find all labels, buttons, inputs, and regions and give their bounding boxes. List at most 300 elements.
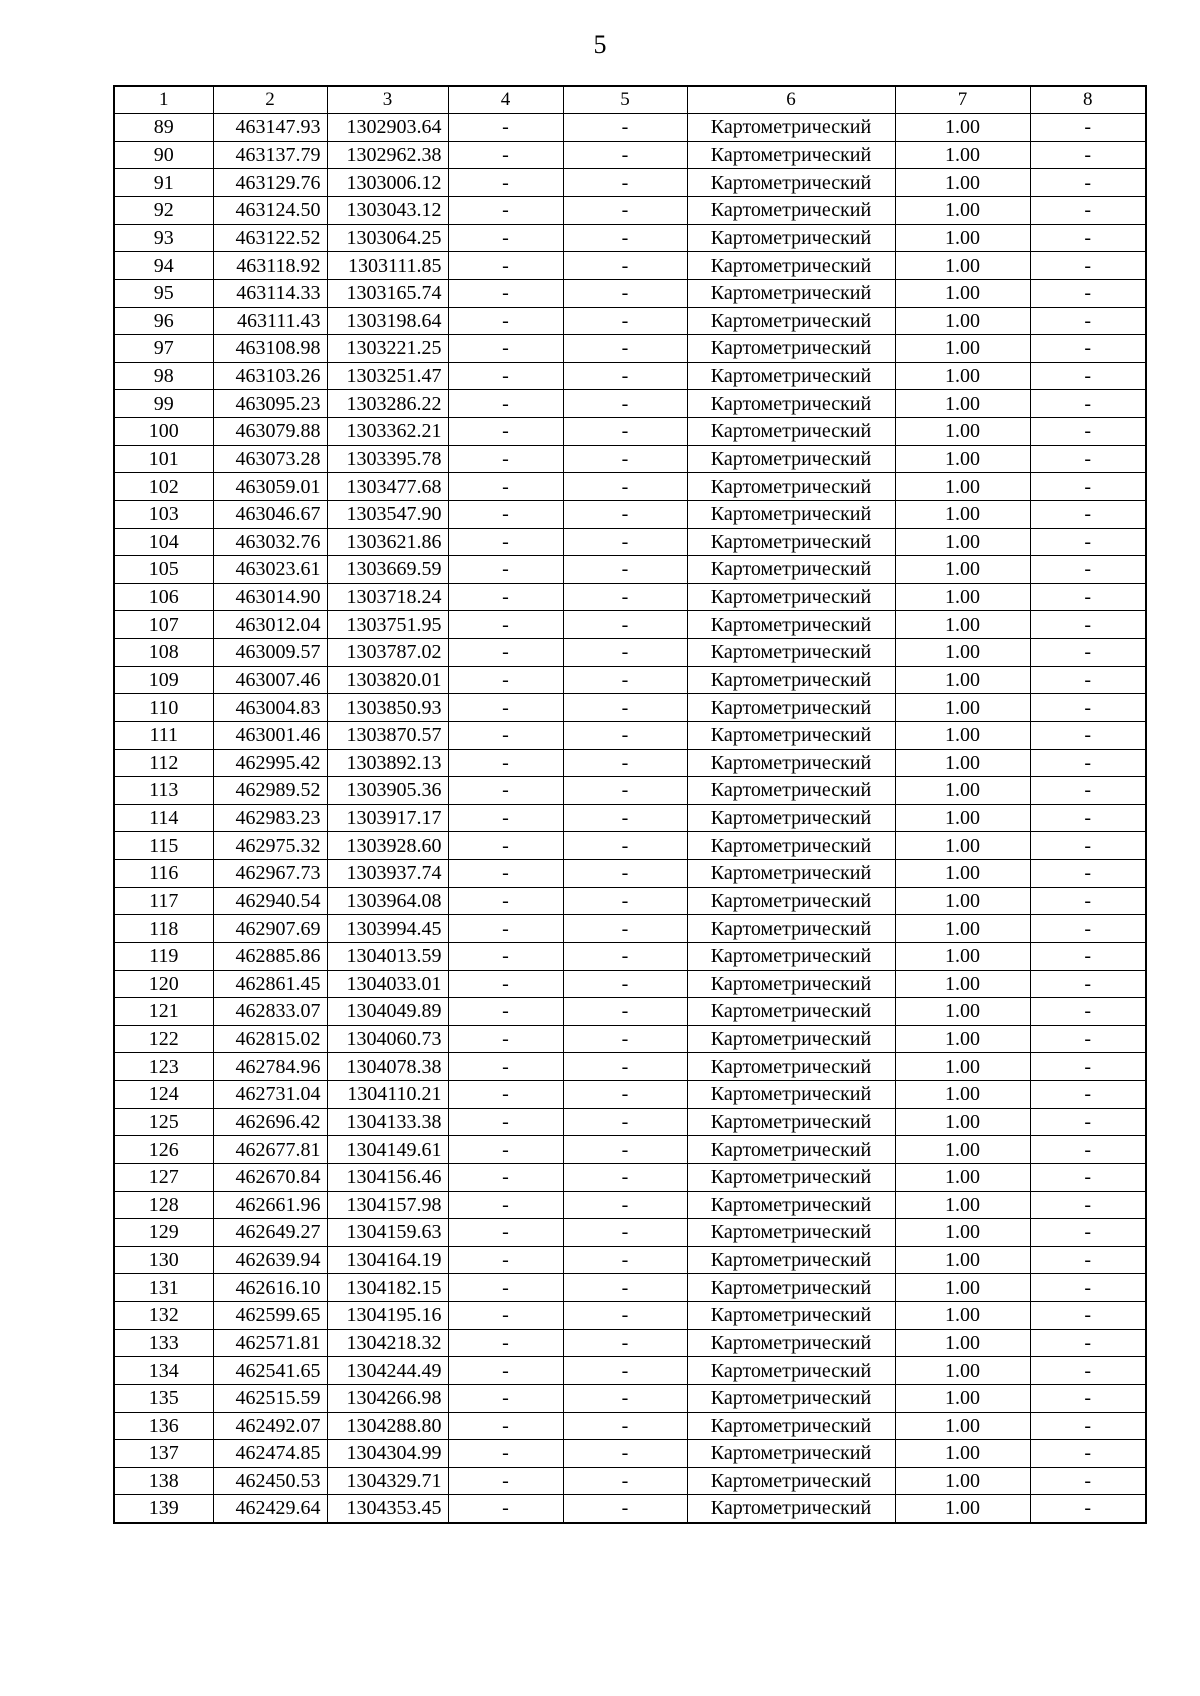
y-coordinate-cell: 1303043.12 (327, 197, 448, 225)
y-coordinate-cell: 1302903.64 (327, 114, 448, 142)
x-coordinate-cell: 463114.33 (213, 279, 327, 307)
method-cell: Картометрический (687, 1163, 895, 1191)
y-coordinate-cell: 1304353.45 (327, 1495, 448, 1523)
table-row (114, 1412, 1146, 1440)
method-cell: Картометрический (687, 887, 895, 915)
point-number-cell: 135 (114, 1384, 213, 1412)
y-coordinate-cell: 1304182.15 (327, 1274, 448, 1302)
column-8-cell: - (1030, 1163, 1146, 1191)
table-row (114, 1108, 1146, 1136)
y-coordinate-cell: 1304013.59 (327, 942, 448, 970)
table-row (114, 1136, 1146, 1164)
column-4-cell: - (448, 721, 563, 749)
table-row (114, 307, 1146, 335)
y-coordinate-cell: 1303669.59 (327, 556, 448, 584)
point-number-cell: 90 (114, 141, 213, 169)
column-4-cell: - (448, 1495, 563, 1523)
x-coordinate-cell: 462670.84 (213, 1163, 327, 1191)
x-coordinate-cell: 463059.01 (213, 473, 327, 501)
column-4-cell: - (448, 1440, 563, 1468)
method-cell: Картометрический (687, 915, 895, 943)
column-4-cell: - (448, 1136, 563, 1164)
column-4-cell: - (448, 1246, 563, 1274)
x-coordinate-cell: 463014.90 (213, 583, 327, 611)
column-8-cell: - (1030, 777, 1146, 805)
x-coordinate-cell: 462975.32 (213, 832, 327, 860)
accuracy-cell: 1.00 (895, 1329, 1030, 1357)
point-number-cell: 118 (114, 915, 213, 943)
method-cell: Картометрический (687, 942, 895, 970)
column-5-cell: - (563, 1467, 687, 1495)
x-coordinate-cell: 462515.59 (213, 1384, 327, 1412)
column-4-cell: - (448, 279, 563, 307)
x-coordinate-cell: 462989.52 (213, 777, 327, 805)
column-5-cell: - (563, 1412, 687, 1440)
column-5-cell: - (563, 970, 687, 998)
y-coordinate-cell: 1304244.49 (327, 1357, 448, 1385)
column-header-6: 6 (687, 86, 895, 114)
column-5-cell: - (563, 583, 687, 611)
method-cell: Картометрический (687, 611, 895, 639)
accuracy-cell: 1.00 (895, 335, 1030, 363)
column-4-cell: - (448, 777, 563, 805)
table-row (114, 749, 1146, 777)
column-4-cell: - (448, 1163, 563, 1191)
point-number-cell: 139 (114, 1495, 213, 1523)
point-number-cell: 122 (114, 1025, 213, 1053)
accuracy-cell: 1.00 (895, 556, 1030, 584)
x-coordinate-cell: 462967.73 (213, 860, 327, 888)
column-5-cell: - (563, 1274, 687, 1302)
table-row (114, 418, 1146, 446)
column-4-cell: - (448, 694, 563, 722)
table-row (114, 694, 1146, 722)
column-4-cell: - (448, 500, 563, 528)
accuracy-cell: 1.00 (895, 1025, 1030, 1053)
table-row (114, 1357, 1146, 1385)
table-row (114, 252, 1146, 280)
accuracy-cell: 1.00 (895, 1219, 1030, 1247)
column-5-cell: - (563, 307, 687, 335)
point-number-cell: 104 (114, 528, 213, 556)
method-cell: Картометрический (687, 998, 895, 1026)
accuracy-cell: 1.00 (895, 915, 1030, 943)
method-cell: Картометрический (687, 694, 895, 722)
accuracy-cell: 1.00 (895, 694, 1030, 722)
accuracy-cell: 1.00 (895, 942, 1030, 970)
method-cell: Картометрический (687, 307, 895, 335)
x-coordinate-cell: 462639.94 (213, 1246, 327, 1274)
table-row (114, 362, 1146, 390)
x-coordinate-cell: 463129.76 (213, 169, 327, 197)
table-row (114, 556, 1146, 584)
y-coordinate-cell: 1303198.64 (327, 307, 448, 335)
point-number-cell: 114 (114, 804, 213, 832)
x-coordinate-cell: 462833.07 (213, 998, 327, 1026)
method-cell: Картометрический (687, 335, 895, 363)
accuracy-cell: 1.00 (895, 721, 1030, 749)
column-8-cell: - (1030, 500, 1146, 528)
table-row (114, 114, 1146, 142)
column-8-cell: - (1030, 224, 1146, 252)
y-coordinate-cell: 1303905.36 (327, 777, 448, 805)
point-number-cell: 132 (114, 1302, 213, 1330)
method-cell: Картометрический (687, 445, 895, 473)
accuracy-cell: 1.00 (895, 390, 1030, 418)
accuracy-cell: 1.00 (895, 1467, 1030, 1495)
table-row (114, 1191, 1146, 1219)
method-cell: Картометрический (687, 639, 895, 667)
column-5-cell: - (563, 500, 687, 528)
y-coordinate-cell: 1304266.98 (327, 1384, 448, 1412)
column-4-cell: - (448, 749, 563, 777)
column-5-cell: - (563, 362, 687, 390)
column-4-cell: - (448, 114, 563, 142)
method-cell: Картометрический (687, 1274, 895, 1302)
y-coordinate-cell: 1303362.21 (327, 418, 448, 446)
x-coordinate-cell: 463137.79 (213, 141, 327, 169)
point-number-cell: 124 (114, 1081, 213, 1109)
column-4-cell: - (448, 1467, 563, 1495)
method-cell: Картометрический (687, 224, 895, 252)
accuracy-cell: 1.00 (895, 611, 1030, 639)
column-8-cell: - (1030, 639, 1146, 667)
y-coordinate-cell: 1303718.24 (327, 583, 448, 611)
point-number-cell: 117 (114, 887, 213, 915)
y-coordinate-cell: 1304110.21 (327, 1081, 448, 1109)
accuracy-cell: 1.00 (895, 1053, 1030, 1081)
column-4-cell: - (448, 1329, 563, 1357)
x-coordinate-cell: 463124.50 (213, 197, 327, 225)
method-cell: Картометрический (687, 1302, 895, 1330)
x-coordinate-cell: 463009.57 (213, 639, 327, 667)
table-row (114, 1302, 1146, 1330)
table-row (114, 141, 1146, 169)
method-cell: Картометрический (687, 1108, 895, 1136)
y-coordinate-cell: 1302962.38 (327, 141, 448, 169)
column-5-cell: - (563, 998, 687, 1026)
accuracy-cell: 1.00 (895, 500, 1030, 528)
column-8-cell: - (1030, 1302, 1146, 1330)
column-4-cell: - (448, 1384, 563, 1412)
point-number-cell: 128 (114, 1191, 213, 1219)
x-coordinate-cell: 462784.96 (213, 1053, 327, 1081)
column-5-cell: - (563, 721, 687, 749)
x-coordinate-cell: 462429.64 (213, 1495, 327, 1523)
point-number-cell: 112 (114, 749, 213, 777)
column-4-cell: - (448, 1053, 563, 1081)
column-8-cell: - (1030, 556, 1146, 584)
accuracy-cell: 1.00 (895, 1274, 1030, 1302)
column-5-cell: - (563, 390, 687, 418)
column-4-cell: - (448, 1108, 563, 1136)
table-row (114, 970, 1146, 998)
point-number-cell: 105 (114, 556, 213, 584)
y-coordinate-cell: 1303870.57 (327, 721, 448, 749)
accuracy-cell: 1.00 (895, 1108, 1030, 1136)
column-header-2: 2 (213, 86, 327, 114)
accuracy-cell: 1.00 (895, 1357, 1030, 1385)
column-8-cell: - (1030, 832, 1146, 860)
column-8-cell: - (1030, 1495, 1146, 1523)
column-5-cell: - (563, 749, 687, 777)
x-coordinate-cell: 463032.76 (213, 528, 327, 556)
x-coordinate-cell: 462450.53 (213, 1467, 327, 1495)
accuracy-cell: 1.00 (895, 418, 1030, 446)
column-8-cell: - (1030, 860, 1146, 888)
table-row (114, 1274, 1146, 1302)
method-cell: Картометрический (687, 390, 895, 418)
column-5-cell: - (563, 1246, 687, 1274)
column-4-cell: - (448, 860, 563, 888)
x-coordinate-cell: 463147.93 (213, 114, 327, 142)
y-coordinate-cell: 1303787.02 (327, 639, 448, 667)
point-number-cell: 131 (114, 1274, 213, 1302)
table-row (114, 915, 1146, 943)
table-row (114, 1467, 1146, 1495)
point-number-cell: 111 (114, 721, 213, 749)
method-cell: Картометрический (687, 473, 895, 501)
method-cell: Картометрический (687, 666, 895, 694)
method-cell: Картометрический (687, 1329, 895, 1357)
accuracy-cell: 1.00 (895, 1384, 1030, 1412)
column-8-cell: - (1030, 666, 1146, 694)
method-cell: Картометрический (687, 1384, 895, 1412)
column-8-cell: - (1030, 169, 1146, 197)
table-body (114, 86, 1146, 1523)
point-number-cell: 137 (114, 1440, 213, 1468)
x-coordinate-cell: 463118.92 (213, 252, 327, 280)
column-5-cell: - (563, 169, 687, 197)
point-number-cell: 115 (114, 832, 213, 860)
point-number-cell: 119 (114, 942, 213, 970)
y-coordinate-cell: 1304033.01 (327, 970, 448, 998)
table-row (114, 583, 1146, 611)
y-coordinate-cell: 1303994.45 (327, 915, 448, 943)
column-8-cell: - (1030, 915, 1146, 943)
column-8-cell: - (1030, 1025, 1146, 1053)
accuracy-cell: 1.00 (895, 749, 1030, 777)
x-coordinate-cell: 462661.96 (213, 1191, 327, 1219)
x-coordinate-cell: 462649.27 (213, 1219, 327, 1247)
accuracy-cell: 1.00 (895, 666, 1030, 694)
column-5-cell: - (563, 418, 687, 446)
y-coordinate-cell: 1304159.63 (327, 1219, 448, 1247)
column-4-cell: - (448, 1081, 563, 1109)
column-4-cell: - (448, 1412, 563, 1440)
table-row (114, 804, 1146, 832)
x-coordinate-cell: 462815.02 (213, 1025, 327, 1053)
column-8-cell: - (1030, 804, 1146, 832)
method-cell: Картометрический (687, 1081, 895, 1109)
x-coordinate-cell: 463046.67 (213, 500, 327, 528)
coordinates-table (113, 85, 1147, 1524)
table-row (114, 639, 1146, 667)
column-8-cell: - (1030, 611, 1146, 639)
method-cell: Картометрический (687, 141, 895, 169)
method-cell: Картометрический (687, 583, 895, 611)
column-4-cell: - (448, 418, 563, 446)
x-coordinate-cell: 462940.54 (213, 887, 327, 915)
column-header-8: 8 (1030, 86, 1146, 114)
column-8-cell: - (1030, 583, 1146, 611)
x-coordinate-cell: 462696.42 (213, 1108, 327, 1136)
point-number-cell: 110 (114, 694, 213, 722)
column-4-cell: - (448, 224, 563, 252)
accuracy-cell: 1.00 (895, 362, 1030, 390)
point-number-cell: 116 (114, 860, 213, 888)
method-cell: Картометрический (687, 528, 895, 556)
table-row (114, 390, 1146, 418)
method-cell: Картометрический (687, 1246, 895, 1274)
y-coordinate-cell: 1303850.93 (327, 694, 448, 722)
table-row (114, 777, 1146, 805)
column-4-cell: - (448, 141, 563, 169)
accuracy-cell: 1.00 (895, 528, 1030, 556)
column-4-cell: - (448, 169, 563, 197)
table-row (114, 1081, 1146, 1109)
method-cell: Картометрический (687, 169, 895, 197)
accuracy-cell: 1.00 (895, 804, 1030, 832)
method-cell: Картометрический (687, 777, 895, 805)
table-row (114, 528, 1146, 556)
accuracy-cell: 1.00 (895, 169, 1030, 197)
column-5-cell: - (563, 1219, 687, 1247)
y-coordinate-cell: 1303820.01 (327, 666, 448, 694)
accuracy-cell: 1.00 (895, 1191, 1030, 1219)
x-coordinate-cell: 463095.23 (213, 390, 327, 418)
y-coordinate-cell: 1303917.17 (327, 804, 448, 832)
column-8-cell: - (1030, 279, 1146, 307)
point-number-cell: 101 (114, 445, 213, 473)
accuracy-cell: 1.00 (895, 141, 1030, 169)
point-number-cell: 133 (114, 1329, 213, 1357)
point-number-cell: 121 (114, 998, 213, 1026)
accuracy-cell: 1.00 (895, 1163, 1030, 1191)
point-number-cell: 91 (114, 169, 213, 197)
column-4-cell: - (448, 528, 563, 556)
accuracy-cell: 1.00 (895, 1081, 1030, 1109)
point-number-cell: 129 (114, 1219, 213, 1247)
accuracy-cell: 1.00 (895, 998, 1030, 1026)
x-coordinate-cell: 462492.07 (213, 1412, 327, 1440)
x-coordinate-cell: 463103.26 (213, 362, 327, 390)
accuracy-cell: 1.00 (895, 1440, 1030, 1468)
x-coordinate-cell: 462885.86 (213, 942, 327, 970)
column-header-5: 5 (563, 86, 687, 114)
x-coordinate-cell: 462677.81 (213, 1136, 327, 1164)
column-5-cell: - (563, 1163, 687, 1191)
method-cell: Картометрический (687, 832, 895, 860)
table-row (114, 473, 1146, 501)
column-5-cell: - (563, 639, 687, 667)
table-row (114, 1440, 1146, 1468)
column-8-cell: - (1030, 1246, 1146, 1274)
y-coordinate-cell: 1304218.32 (327, 1329, 448, 1357)
column-5-cell: - (563, 1191, 687, 1219)
method-cell: Картометрический (687, 749, 895, 777)
y-coordinate-cell: 1304149.61 (327, 1136, 448, 1164)
column-5-cell: - (563, 694, 687, 722)
method-cell: Картометрический (687, 721, 895, 749)
column-8-cell: - (1030, 252, 1146, 280)
y-coordinate-cell: 1303928.60 (327, 832, 448, 860)
y-coordinate-cell: 1304164.19 (327, 1246, 448, 1274)
y-coordinate-cell: 1303751.95 (327, 611, 448, 639)
y-coordinate-cell: 1303111.85 (327, 252, 448, 280)
column-4-cell: - (448, 1274, 563, 1302)
point-number-cell: 108 (114, 639, 213, 667)
column-8-cell: - (1030, 887, 1146, 915)
column-5-cell: - (563, 915, 687, 943)
y-coordinate-cell: 1303221.25 (327, 335, 448, 363)
accuracy-cell: 1.00 (895, 860, 1030, 888)
x-coordinate-cell: 462983.23 (213, 804, 327, 832)
column-8-cell: - (1030, 1357, 1146, 1385)
column-5-cell: - (563, 1329, 687, 1357)
column-8-cell: - (1030, 721, 1146, 749)
column-5-cell: - (563, 279, 687, 307)
table-row (114, 666, 1146, 694)
y-coordinate-cell: 1304329.71 (327, 1467, 448, 1495)
column-5-cell: - (563, 335, 687, 363)
y-coordinate-cell: 1303165.74 (327, 279, 448, 307)
column-5-cell: - (563, 1384, 687, 1412)
method-cell: Картометрический (687, 1219, 895, 1247)
x-coordinate-cell: 463079.88 (213, 418, 327, 446)
y-coordinate-cell: 1303547.90 (327, 500, 448, 528)
point-number-cell: 100 (114, 418, 213, 446)
y-coordinate-cell: 1303395.78 (327, 445, 448, 473)
method-cell: Картометрический (687, 1357, 895, 1385)
column-5-cell: - (563, 445, 687, 473)
column-8-cell: - (1030, 749, 1146, 777)
column-header-3: 3 (327, 86, 448, 114)
accuracy-cell: 1.00 (895, 887, 1030, 915)
method-cell: Картометрический (687, 1440, 895, 1468)
table-row (114, 860, 1146, 888)
y-coordinate-cell: 1303064.25 (327, 224, 448, 252)
column-5-cell: - (563, 860, 687, 888)
point-number-cell: 109 (114, 666, 213, 694)
column-5-cell: - (563, 1495, 687, 1523)
column-8-cell: - (1030, 362, 1146, 390)
table-row (114, 721, 1146, 749)
y-coordinate-cell: 1304288.80 (327, 1412, 448, 1440)
column-5-cell: - (563, 224, 687, 252)
accuracy-cell: 1.00 (895, 197, 1030, 225)
y-coordinate-cell: 1304133.38 (327, 1108, 448, 1136)
y-coordinate-cell: 1303937.74 (327, 860, 448, 888)
column-8-cell: - (1030, 335, 1146, 363)
column-4-cell: - (448, 1191, 563, 1219)
point-number-cell: 96 (114, 307, 213, 335)
column-8-cell: - (1030, 1329, 1146, 1357)
table-row (114, 1053, 1146, 1081)
table-row (114, 942, 1146, 970)
point-number-cell: 136 (114, 1412, 213, 1440)
y-coordinate-cell: 1303621.86 (327, 528, 448, 556)
method-cell: Картометрический (687, 197, 895, 225)
column-4-cell: - (448, 832, 563, 860)
accuracy-cell: 1.00 (895, 1136, 1030, 1164)
method-cell: Картометрический (687, 1025, 895, 1053)
method-cell: Картометрический (687, 1495, 895, 1523)
column-8-cell: - (1030, 197, 1146, 225)
accuracy-cell: 1.00 (895, 473, 1030, 501)
x-coordinate-cell: 462541.65 (213, 1357, 327, 1385)
table-row (114, 1163, 1146, 1191)
